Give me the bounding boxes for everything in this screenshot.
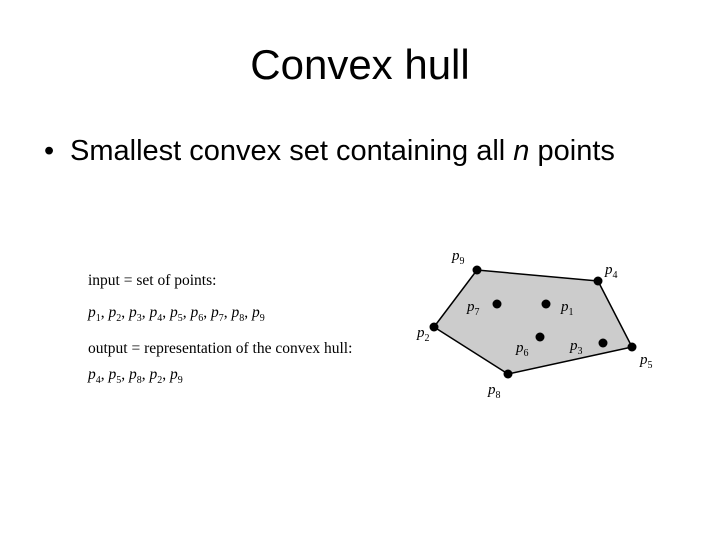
input-point-p8: $p_8$ (231, 304, 245, 325)
output-point-p9: $p_9$ (170, 366, 183, 387)
bullet-text-start: Smallest convex set containing all (70, 135, 514, 167)
bullet-dot-icon: • (44, 135, 55, 167)
label-p8: $p_8$ (488, 382, 501, 401)
point-p1 (542, 300, 551, 309)
label-p3: $p_3$ (570, 338, 583, 357)
input-label: input = set of points: (88, 272, 217, 289)
output-point-p5: $p_5$ (108, 366, 122, 387)
output-point-p2: $p_2$ (149, 366, 163, 387)
point-p6 (536, 333, 545, 342)
label-p7: $p_7$ (467, 299, 480, 318)
list-separator: , (162, 304, 170, 321)
point-p4 (594, 277, 603, 286)
list-separator: , (141, 304, 150, 321)
input-point-p3: $p_3$ (129, 304, 142, 325)
label-p1: $p_1$ (561, 299, 574, 318)
label-p5: $p_5$ (640, 352, 653, 371)
point-p8 (504, 370, 513, 379)
slide-title: Convex hull (250, 41, 470, 88)
point-p9 (473, 266, 482, 275)
hull-polygon (434, 270, 632, 374)
label-p2: $p_2$ (417, 325, 430, 344)
list-separator: , (203, 304, 211, 321)
bullet-text-end: points (529, 135, 615, 167)
input-point-p4: $p_4$ (149, 304, 163, 325)
point-p5 (628, 343, 637, 352)
list-separator: , (162, 366, 170, 383)
label-p9: $p_9$ (452, 248, 465, 267)
output-point-p4: $p_4$ (88, 366, 101, 387)
input-point-p5: $p_5$ (170, 304, 183, 325)
list-separator: , (121, 366, 129, 383)
list-separator: , (244, 304, 252, 321)
bullet-text-n: n (513, 135, 530, 167)
point-p2 (430, 323, 439, 332)
list-separator: , (182, 304, 191, 321)
list-separator: , (100, 366, 109, 383)
list-separator: , (223, 304, 232, 321)
list-separator: , (121, 304, 129, 321)
point-p3 (599, 339, 608, 348)
input-point-p6: $p_6$ (190, 304, 204, 325)
point-p7 (493, 300, 502, 309)
input-point-p7: $p_7$ (211, 304, 224, 325)
list-separator: , (100, 304, 109, 321)
input-point-p1: $p_1$ (88, 304, 101, 325)
output-point-p8: $p_8$ (129, 366, 142, 387)
input-point-p2: $p_2$ (108, 304, 122, 325)
input-point-p9: $p_9$ (252, 304, 265, 325)
output-label: output = representation of the convex hull: (88, 340, 353, 357)
label-p6: $p_6$ (516, 340, 529, 359)
label-p4: $p_4$ (605, 262, 618, 281)
list-separator: , (141, 366, 150, 383)
